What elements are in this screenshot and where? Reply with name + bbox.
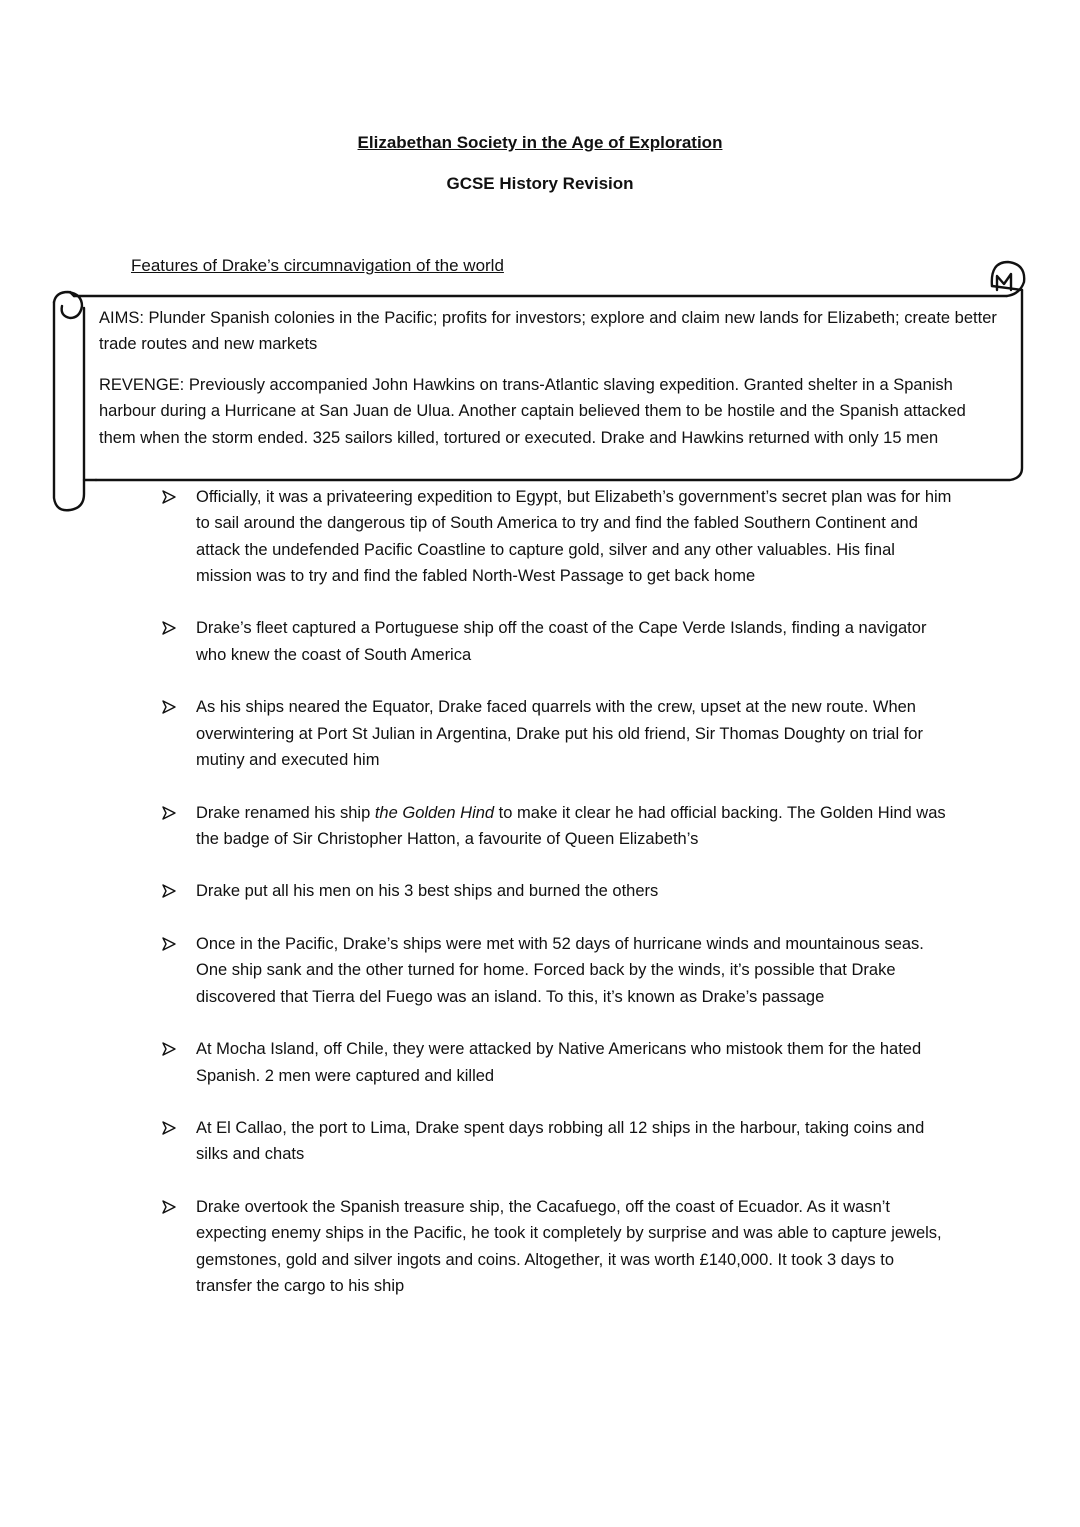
bullet-item [162,1115,952,1168]
bullet-text: Drake’s fleet captured a Portuguese ship off the coast of the Cape Verde Islands, finding a navigator who knew the coast of South America [196,619,927,664]
document-title: Elizabethan Society in the Age of Exploration [357,133,723,152]
arrow-bullet-icon [162,806,176,820]
bullet-text: Drake overtook the Spanish treasure ship, the Cacafuego, off the coast of Ecuador. As it wasn’t expecting enemy ships in the Pacific, he took it completely by surprise and was able to capture jewels, gemstones, gold and silver ingots and coins. Altogether, it was worth £140,000. It took 3 days to transfer the cargo to his ship [196,1198,942,1295]
ship-name: the Golden Hind [374,803,495,822]
arrow-bullet-icon [162,621,176,635]
arrow-bullet-icon [162,884,176,898]
bullet-item [162,694,952,773]
arrow-bullet-icon [162,937,176,951]
aims-text: AIMS: Plunder Spanish colonies in the Pacific; profits for investors; explore and claim new lands for Elizabeth; create better trade routes and new markets [99,309,997,354]
bullet-item [162,1036,952,1089]
arrow-bullet-icon [162,490,176,504]
arrow-bullet-icon [162,1200,176,1214]
arrow-bullet-icon [162,700,176,714]
bullet-item [162,1194,952,1299]
bullet-text: At El Callao, the port to Lima, Drake spent days robbing all 12 ships in the harbour, taking coins and silks and chats [196,1119,925,1164]
bullet-text: Officially, it was a privateering expedition to Egypt, but Elizabeth’s government’s secret plan was for him to sail around the dangerous tip of South America to try and find the fabled Southern Continent and attack the undefended Pacific Coastline to capture gold, silver and any other valuables. His final mission was to try and find the fabled North-West Passage to get back home [196,488,952,585]
bullet-item [162,800,952,853]
document-subtitle: GCSE History Revision [446,174,634,193]
bullet-item [162,615,952,668]
revenge-text: REVENGE: Previously accompanied John Hawkins on trans-Atlantic slaving expedition. Granted shelter in a Spanish harbour during a Hurricane at San Juan de Ulua. Another captain believed them to be hostile and the Spanish attacked them when the storm ended. 325 sailors killed, tortured or executed. Drake and Hawkins returned with only 15 men [99,376,966,447]
bullet-text [196,804,946,848]
bullet-text-part: Drake renamed his ship [196,803,375,822]
bullet-list [162,484,952,1326]
bullet-text: Once in the Pacific, Drake’s ships were met with 52 days of hurricane winds and mountainous seas. One ship sank and the other turned for home. Forced back by the winds, it’s possible that Drake discovered that Tierra del Fuego was an island. To this, it’s known as Drake’s passage [196,935,924,1006]
bullet-item [162,878,952,904]
arrow-bullet-icon [162,1121,176,1135]
bullet-text-part: to make it clear he had official backing. The Golden Hind was the badge of Sir Christopher Hatton, a favourite of Queen Elizabeth’s [196,803,946,848]
bullet-text: Drake put all his men on his 3 best ships and burned the others [196,882,659,901]
arrow-bullet-icon [162,1042,176,1056]
bullet-text: At Mocha Island, off Chile, they were attacked by Native Americans who mistook them for the hated Spanish. 2 men were captured and killed [196,1040,922,1085]
bullet-item [162,484,952,589]
bullet-text: As his ships neared the Equator, Drake faced quarrels with the crew, upset at the new route. When overwintering at Port St Julian in Argentina, Drake put his old friend, Sir Thomas Doughty on trial for mutiny and executed him [196,698,923,769]
bullet-item [162,931,952,1010]
section-heading: Features of Drake’s circumnavigation of the world [131,256,504,275]
